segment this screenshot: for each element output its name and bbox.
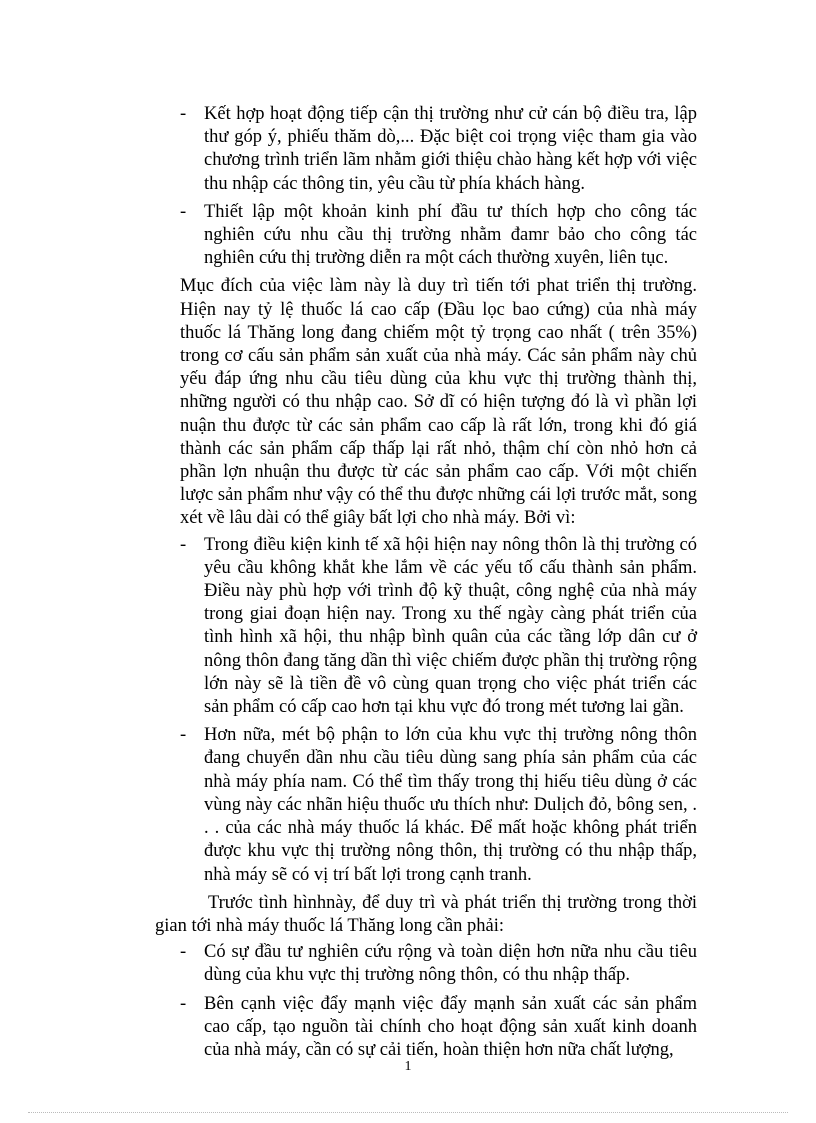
bullet-list-bottom (180, 941, 697, 1062)
list-item (180, 201, 697, 271)
bullet-text: Trong điều kiện kinh tế xã hội hiện nay nông thôn là thị trường có yêu cầu không khắt khe lắm về các yếu tố cấu thành sản phẩm. Điều này phù hợp với trình độ kỹ thuật, công nghệ của nhà máy trong giai đoạn hiện nay. Trong xu thế ngày càng phát triển của tình hình xã hội, thu nhập bình quân của các tầng lớp dân cư ở nông thôn đang tăng dần thì việc chiếm được phần thị trường rộng lớn này sẽ là tiền đề vô cùng quan trọng cho việc phát triển các sản phẩm có cấp cao hơn tại khu vực đó trong mét tương lai gần. (204, 534, 697, 718)
bullet-text: Hơn nữa, mét bộ phận to lớn của khu vực thị trường nông thôn đang chuyển dần nhu cầu tiêu dùng sang phía sản phẩm của các nhà máy phía nam. Có thể tìm thấy trong thị hiếu tiêu dùng ở các vùng này các nhãn hiệu thuốc ưu thích như: Dulịch đỏ, bông sen, . . . của các nhà máy thuốc lá khác. Để mất hoặc không phát triển được khu vực thị trường nông thôn, thị trường có thu nhập thấp, nhà máy sẽ có vị trí bất lợi trong cạnh tranh. (204, 725, 697, 885)
bullet-text: Bên cạnh việc đẩy mạnh việc đẩy mạnh sản xuất các sản phẩm cao cấp, tạo nguồn tài chính cho hoạt động sản xuất kinh doanh của nhà máy, cần có sự cải tiến, hoàn thiện hơn nữa chất lượng, (204, 993, 697, 1060)
bullet-marker: - (180, 942, 187, 963)
paragraph-text: Trước tình hìnhnày, để duy trì và phát triển thị trường trong thời gian tới nhà máy thuốc lá Thăng long cần phải: (155, 892, 697, 936)
list-item (180, 724, 697, 886)
paragraph-purpose: Mục đích của việc làm này là duy trì tiến tới phat triển thị trường. Hiện nay tỷ lệ thuốc lá cao cấp (Đầu lọc bao cứng) của nhà máy thuốc lá Thăng long đang chiếm một tỷ trọng cao nhất ( trên 35%) trong cơ cấu sản phẩm sản xuất của nhà máy. Các sản phẩm này chủ yếu đáp ứng nhu cầu tiêu dùng của khu vực thị trường thành thị, những người có thu nhập cao. Sở dĩ có hiện tượng đó là vì phần lợi nuận thu được từ các sản phẩm cao cấp là rất lớn, trong khi đó giá thành các sản phẩm cấp thấp lại rất nhỏ, thậm chí còn nhỏ hơn cả phần lợn nhuận thu được từ các sản phẩm cao cấp. Với một chiến lược sản phẩm như vậy có thể thu được những cái lợi trước mắt, song xét về lâu dài có thể giây bất lợi cho nhà máy. Bởi vì: (180, 276, 697, 529)
bullet-marker: - (180, 993, 187, 1014)
list-item (180, 993, 697, 1063)
bullet-text: Kết hợp hoạt động tiếp cận thị trường như cử cán bộ điều tra, lập thư góp ý, phiếu thăm dò,... Đặc biệt coi trọng việc tham gia vào chương trình triển lãm nhằm giới thiệu chào hàng kết hợp với việc thu nhập các thông tin, yêu cầu từ phía khách hàng. (204, 104, 697, 194)
list-item (180, 534, 697, 720)
page-number: 1 (404, 1059, 412, 1074)
bullet-marker: - (180, 534, 187, 555)
list-item (180, 103, 697, 196)
bullet-text: Có sự đầu tư nghiên cứu rộng và toàn diện hơn nữa nhu cầu tiêu dùng của khu vực thị trường nông thôn, có thu nhập thấp. (204, 942, 697, 986)
bullet-list-top (180, 103, 697, 270)
bullet-marker: - (180, 201, 187, 222)
paragraph-conclusion (155, 892, 697, 938)
bullet-marker: - (180, 725, 187, 746)
bullet-list-middle (180, 534, 697, 887)
bullet-text: Thiết lập một khoản kinh phí đầu tư thích hợp cho công tác nghiên cứu nhu cầu thị trường nhằm đamr bảo cho công tác nghiên cứu thị trường diễn ra một cách thường xuyên, liên tục. (204, 201, 697, 269)
page-divider (28, 1112, 788, 1113)
bullet-marker: - (180, 104, 187, 124)
list-item (180, 941, 697, 987)
document-body (155, 100, 697, 1067)
